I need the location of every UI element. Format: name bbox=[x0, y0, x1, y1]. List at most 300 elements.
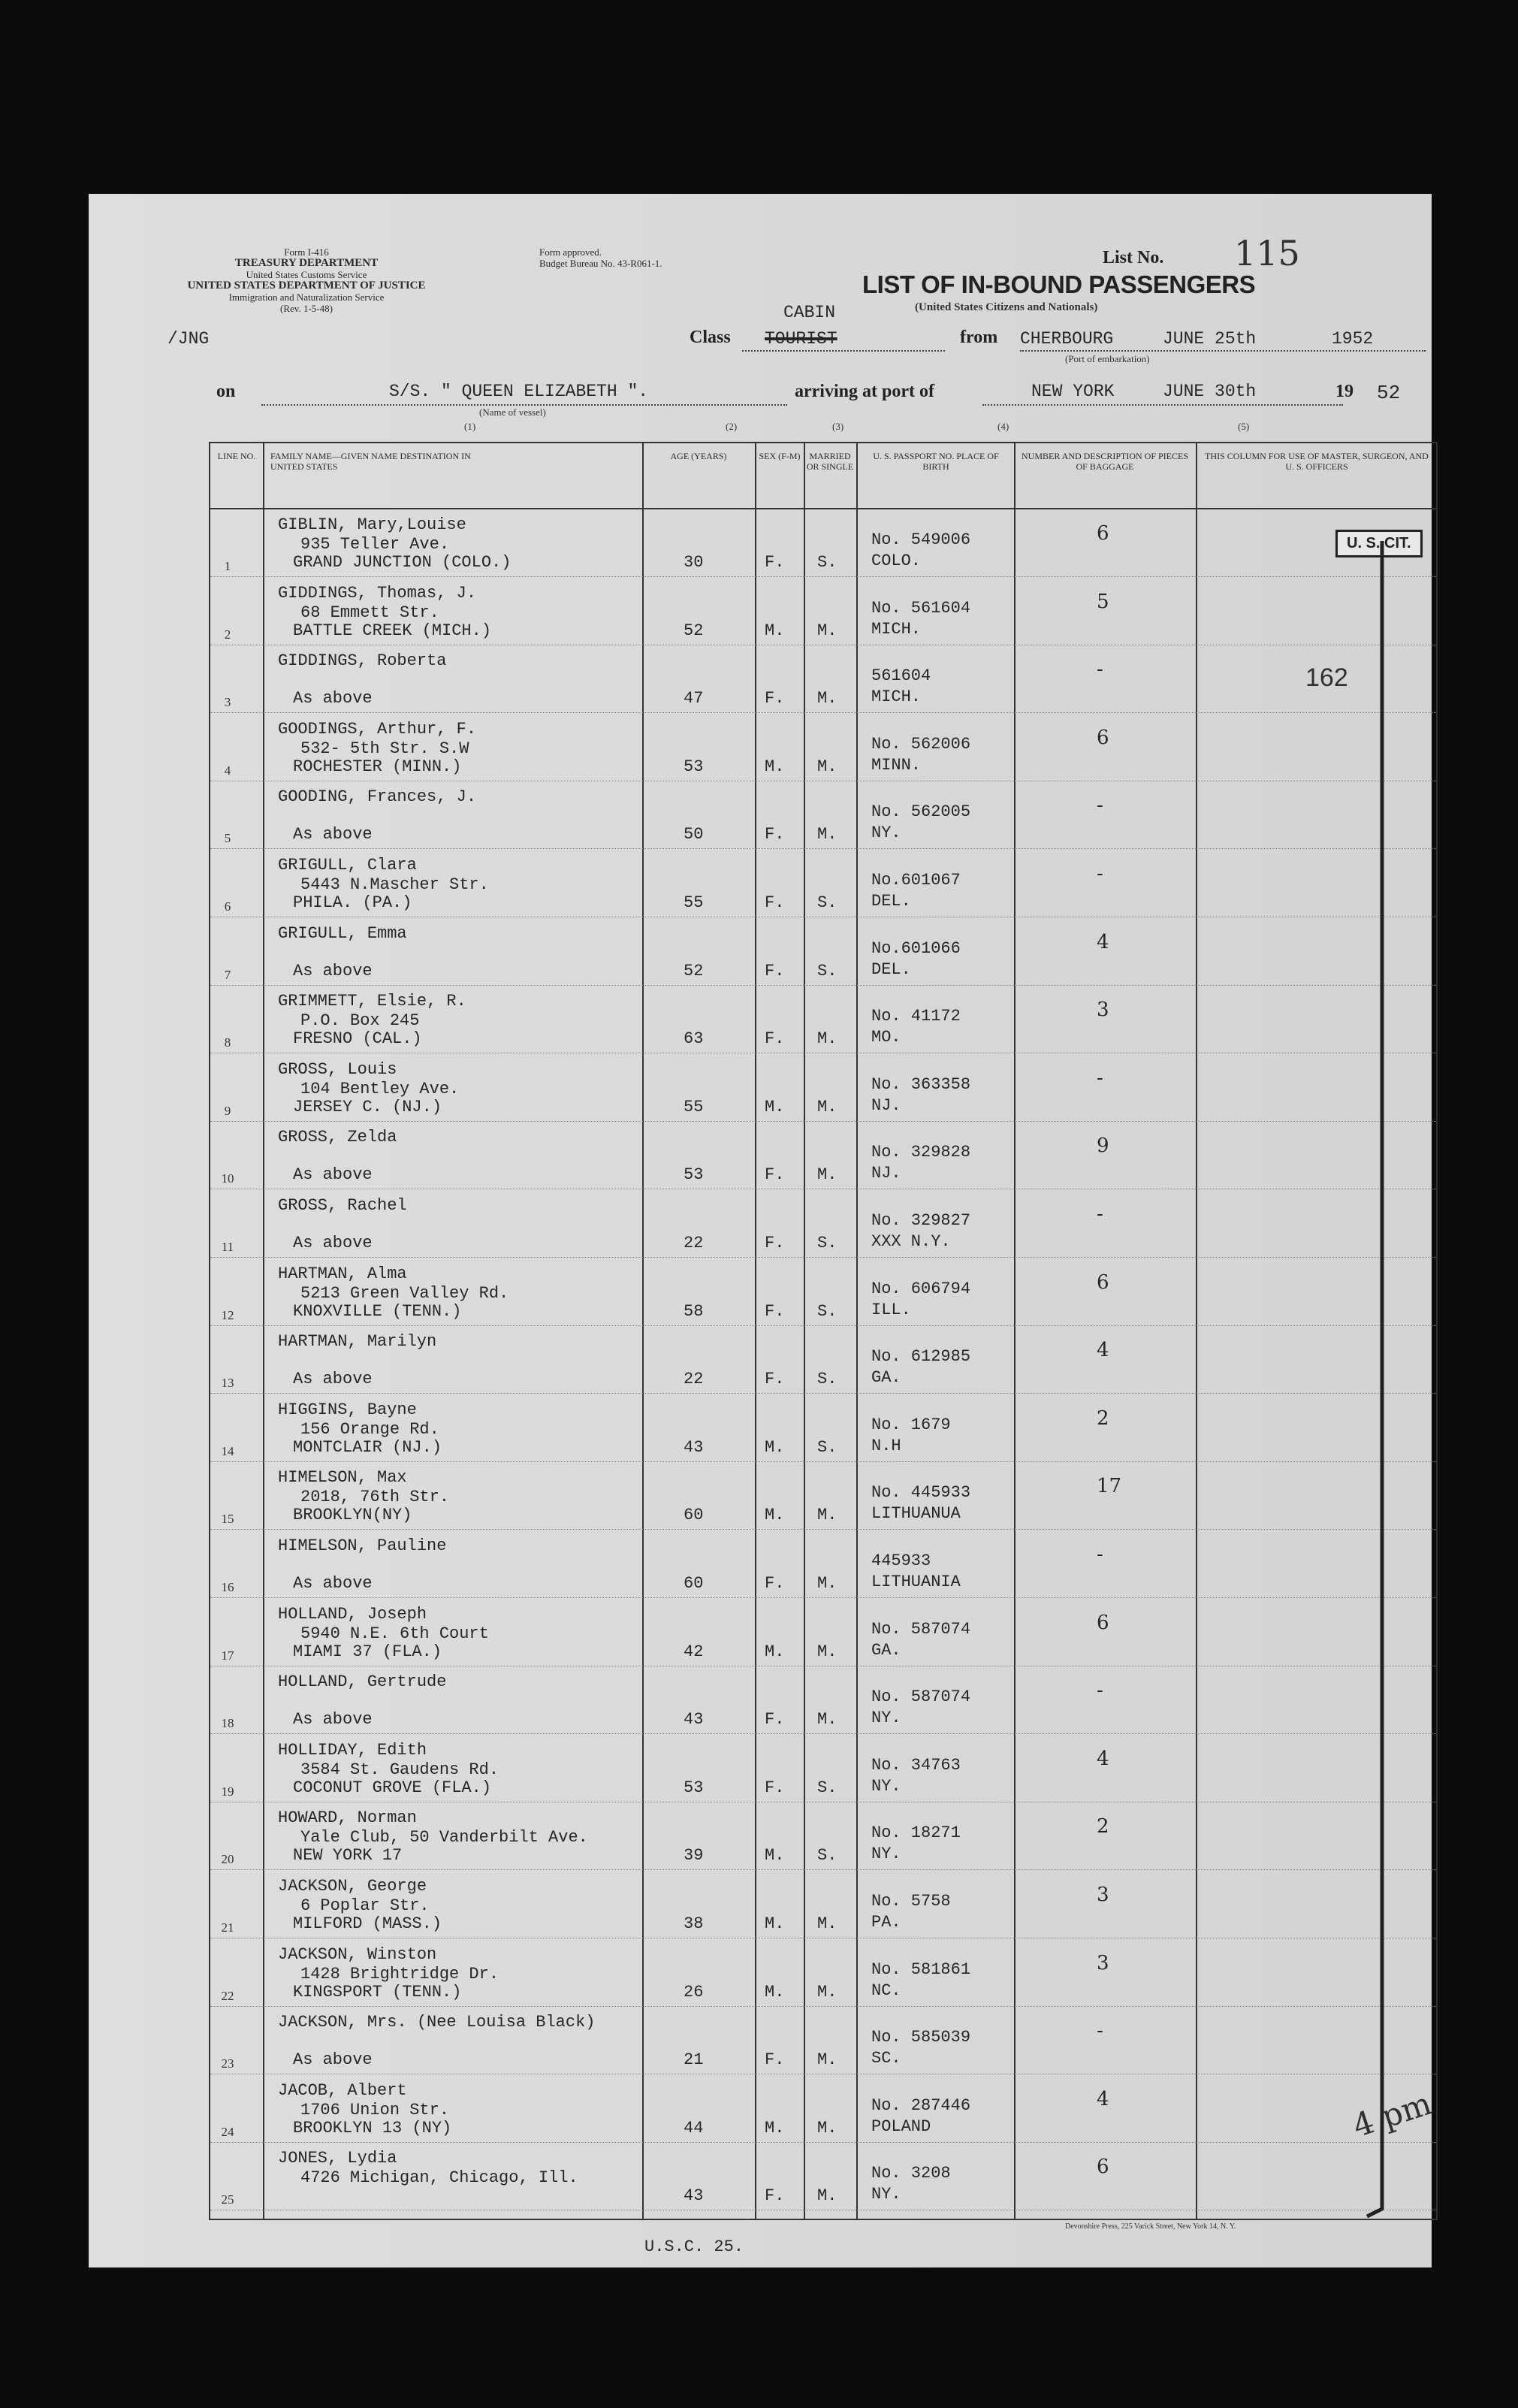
us-citizen-stamp: U. S. CIT. bbox=[1335, 530, 1423, 557]
class-value: CABIN bbox=[783, 303, 836, 322]
passenger-sex: F. bbox=[765, 1370, 785, 1389]
form-number: Form I-416 bbox=[284, 246, 329, 258]
passenger-table bbox=[209, 442, 1438, 2220]
line-number: 20 bbox=[221, 1852, 234, 1867]
initials: /JNG bbox=[167, 329, 210, 349]
passenger-destination: BATTLE CREEK (MICH.) bbox=[293, 621, 492, 640]
line-number: 4 bbox=[224, 763, 231, 778]
place-of-birth: XXX N.Y. bbox=[871, 1232, 951, 1251]
passport-number: No. 287446 bbox=[871, 2095, 971, 2115]
place-of-birth: COLO. bbox=[871, 551, 922, 570]
passenger-marital-status: S. bbox=[817, 1301, 837, 1321]
passenger-age: 53 bbox=[684, 1165, 704, 1185]
signature-mark: 4 pm bbox=[1348, 2084, 1436, 2145]
passenger-sex: F. bbox=[765, 1778, 785, 1797]
passenger-destination: As above bbox=[293, 689, 373, 709]
officer-bracket-mark bbox=[1352, 533, 1412, 2231]
passport-number: No. 18271 bbox=[871, 1823, 961, 1843]
place-of-birth: GA. bbox=[871, 1368, 901, 1388]
passenger-address: 2018, 76th Str. bbox=[300, 1488, 450, 1507]
place-of-birth: NJ. bbox=[871, 1164, 901, 1183]
table-row bbox=[210, 1190, 1436, 1258]
line-number: 8 bbox=[224, 1035, 231, 1050]
passenger-age: 55 bbox=[684, 1097, 704, 1116]
place-of-birth: NY. bbox=[871, 1776, 901, 1796]
place-of-birth: DEL. bbox=[871, 959, 911, 979]
table-row bbox=[210, 645, 1436, 713]
header-line-no: LINE NO. bbox=[217, 451, 256, 461]
col-num-4: (4) bbox=[997, 421, 1009, 432]
passenger-name: HOWARD, Norman bbox=[278, 1808, 417, 1828]
passenger-name: GROSS, Zelda bbox=[278, 1128, 397, 1147]
passenger-marital-status: M. bbox=[817, 1029, 837, 1049]
place-of-birth: MINN. bbox=[871, 755, 922, 775]
passenger-marital-status: S. bbox=[817, 961, 837, 980]
table-row bbox=[210, 850, 1436, 917]
passenger-destination: MONTCLAIR (NJ.) bbox=[293, 1437, 442, 1457]
table-row bbox=[210, 1871, 1436, 1938]
passenger-name: GROSS, Rachel bbox=[278, 1196, 407, 1215]
form-title: LIST OF IN-BOUND PASSENGERS bbox=[862, 270, 1256, 298]
passenger-sex: F. bbox=[765, 689, 785, 709]
table-row bbox=[210, 1666, 1436, 1734]
line-number: 12 bbox=[221, 1307, 234, 1322]
passenger-address: 6 Poplar Str. bbox=[300, 1896, 430, 1915]
arrival-date: JUNE 30th bbox=[1163, 382, 1257, 401]
passport-number: 445933 bbox=[871, 1551, 931, 1570]
passenger-name: HIMELSON, Max bbox=[278, 1468, 407, 1488]
header-passport: U. S. PASSPORT NO. PLACE OF BIRTH bbox=[873, 451, 999, 472]
line-number: 11 bbox=[221, 1240, 234, 1254]
passenger-name: HIMELSON, Pauline bbox=[278, 1536, 447, 1555]
passenger-marital-status: M. bbox=[817, 1914, 837, 1933]
baggage-count: - bbox=[1097, 1679, 1103, 1703]
table-row bbox=[210, 1122, 1436, 1189]
line-number: 5 bbox=[224, 831, 231, 846]
passenger-age: 42 bbox=[684, 1642, 704, 1661]
table-row bbox=[210, 1462, 1436, 1530]
passport-number: No. 581861 bbox=[871, 1959, 971, 1979]
passenger-marital-status: M. bbox=[817, 621, 837, 640]
line-number: 14 bbox=[221, 1443, 234, 1458]
passenger-address: 3584 St. Gaudens Rd. bbox=[300, 1760, 499, 1779]
passenger-address: 5443 N.Mascher Str. bbox=[300, 875, 489, 894]
table-row bbox=[210, 578, 1436, 645]
baggage-count: 4 bbox=[1097, 930, 1109, 953]
place-of-birth: NY. bbox=[871, 1845, 901, 1864]
baggage-count: - bbox=[1097, 1066, 1103, 1089]
baggage-count: 3 bbox=[1097, 1951, 1109, 1974]
baggage-count: 6 bbox=[1097, 1611, 1109, 1634]
printer-credit: Devonshire Press, 225 Varick Street, New York 14, N. Y. bbox=[1065, 2222, 1236, 2231]
passenger-destination: ROCHESTER (MINN.) bbox=[293, 757, 462, 776]
line-number: 9 bbox=[224, 1103, 231, 1118]
passenger-age: 63 bbox=[684, 1029, 704, 1049]
line-number: 7 bbox=[224, 967, 231, 982]
line-number: 22 bbox=[221, 1988, 234, 2003]
baggage-count: 6 bbox=[1097, 2156, 1109, 2179]
passport-number: No. 587074 bbox=[871, 1619, 971, 1639]
passenger-name: GROSS, Louis bbox=[278, 1059, 397, 1079]
table-row bbox=[210, 1394, 1436, 1462]
passenger-address: 532- 5th Str. S.W bbox=[300, 739, 469, 758]
passenger-marital-status: M. bbox=[817, 1574, 837, 1593]
passport-number: No. 562006 bbox=[871, 734, 971, 754]
passenger-address: 5940 N.E. 6th Court bbox=[300, 1624, 489, 1643]
justice-dept: UNITED STATES DEPARTMENT OF JUSTICE bbox=[187, 279, 426, 292]
col-num-3: (3) bbox=[832, 421, 844, 432]
passenger-address: 1706 Union Str. bbox=[300, 2100, 450, 2119]
manifest-sheet bbox=[89, 194, 1436, 2268]
line-number: 13 bbox=[221, 1376, 234, 1391]
passenger-destination: COCONUT GROVE (FLA.) bbox=[293, 1778, 492, 1797]
depart-date: JUNE 25th bbox=[1163, 329, 1257, 349]
passenger-name: GIDDINGS, Roberta bbox=[278, 651, 447, 671]
passenger-marital-status: S. bbox=[817, 1234, 837, 1252]
passenger-sex: F. bbox=[765, 1710, 785, 1730]
passenger-destination: BROOKLYN 13 (NY) bbox=[293, 2118, 452, 2138]
revision-date: (Rev. 1-5-48) bbox=[280, 303, 333, 314]
passenger-sex: F. bbox=[765, 1029, 785, 1049]
passenger-name: HIGGINS, Bayne bbox=[278, 1400, 417, 1419]
line-number: 1 bbox=[224, 559, 231, 573]
passenger-marital-status: S. bbox=[817, 893, 837, 912]
form-id-block bbox=[179, 246, 434, 314]
passport-number: No. 329827 bbox=[871, 1211, 971, 1230]
passport-number: No. 562005 bbox=[871, 802, 971, 822]
passport-number: No. 587074 bbox=[871, 1687, 971, 1707]
list-no-value: 115 bbox=[1234, 233, 1300, 273]
passenger-sex: M. bbox=[765, 2118, 785, 2138]
passenger-sex: M. bbox=[765, 1506, 785, 1525]
table-row bbox=[210, 918, 1436, 986]
place-of-birth: N.H bbox=[871, 1436, 901, 1455]
arriving-label: arriving at port of bbox=[795, 382, 934, 401]
passenger-name: HOLLAND, Gertrude bbox=[278, 1672, 447, 1692]
place-of-birth: MO. bbox=[871, 1028, 901, 1047]
passenger-destination: MILFORD (MASS.) bbox=[293, 1914, 442, 1933]
header-sex: SEX (F-M) bbox=[759, 451, 801, 461]
passenger-marital-status: M. bbox=[817, 1710, 837, 1730]
passenger-age: 52 bbox=[684, 621, 704, 640]
passenger-age: 43 bbox=[684, 1437, 704, 1457]
line-number: 18 bbox=[221, 1716, 234, 1731]
passenger-sex: F. bbox=[765, 825, 785, 844]
passenger-marital-status: M. bbox=[817, 2118, 837, 2138]
passenger-age: 60 bbox=[684, 1506, 704, 1525]
line-number: 21 bbox=[221, 1920, 234, 1935]
baggage-count: 17 bbox=[1097, 1475, 1122, 1498]
depart-year: 1952 bbox=[1332, 329, 1374, 349]
line-number: 2 bbox=[224, 627, 231, 642]
passenger-destination: As above bbox=[293, 2050, 373, 2070]
passenger-destination: As above bbox=[293, 1710, 373, 1730]
passenger-marital-status: M. bbox=[817, 1506, 837, 1525]
form-footer: U.S.C. 25. bbox=[644, 2237, 744, 2256]
passenger-address: 156 Orange Rd. bbox=[300, 1419, 439, 1439]
passenger-age: 50 bbox=[684, 825, 704, 844]
approval-block bbox=[539, 246, 765, 269]
passport-number: No. 561604 bbox=[871, 598, 971, 618]
table-row bbox=[210, 1326, 1436, 1394]
class-struck: TOURIST bbox=[765, 329, 837, 349]
passport-number: No.601067 bbox=[871, 871, 961, 890]
baggage-count: - bbox=[1097, 658, 1103, 681]
line-number: 10 bbox=[221, 1171, 234, 1186]
baggage-count: 6 bbox=[1097, 1270, 1109, 1294]
table-row bbox=[210, 2007, 1436, 2074]
header-baggage: NUMBER AND DESCRIPTION OF PIECES OF BAGGAGE bbox=[1021, 451, 1189, 472]
passenger-destination: FRESNO (CAL.) bbox=[293, 1029, 422, 1049]
passport-number: No. 3208 bbox=[871, 2164, 951, 2183]
passenger-destination: MIAMI 37 (FLA.) bbox=[293, 1642, 442, 1661]
passenger-marital-status: S. bbox=[817, 553, 837, 572]
passenger-address: P.O. Box 245 bbox=[300, 1011, 420, 1031]
baggage-count: - bbox=[1097, 794, 1103, 817]
header-officers: THIS COLUMN FOR USE OF MASTER, SURGEON, AND U. S. OFFICERS bbox=[1205, 451, 1429, 472]
passenger-age: 22 bbox=[684, 1234, 704, 1252]
passenger-name: HARTMAN, Alma bbox=[278, 1264, 407, 1283]
passenger-name: JACOB, Albert bbox=[278, 2080, 407, 2100]
passenger-sex: M. bbox=[765, 621, 785, 640]
passport-number: No. 41172 bbox=[871, 1007, 961, 1026]
passport-number: No. 445933 bbox=[871, 1483, 971, 1503]
baggage-count: 2 bbox=[1097, 1815, 1109, 1838]
passenger-age: 43 bbox=[684, 2186, 704, 2206]
passenger-name: GRIGULL, Emma bbox=[278, 923, 407, 943]
line-number: 17 bbox=[221, 1648, 234, 1663]
baggage-count: - bbox=[1097, 2020, 1103, 2043]
passenger-address: 104 Bentley Ave. bbox=[300, 1079, 460, 1098]
arrival-port: NEW YORK bbox=[1031, 382, 1115, 401]
passenger-marital-status: M. bbox=[817, 689, 837, 709]
passenger-destination: As above bbox=[293, 825, 373, 844]
passport-number: No. 5758 bbox=[871, 1892, 951, 1911]
table-row bbox=[210, 509, 1436, 577]
col-num-2: (2) bbox=[726, 421, 738, 432]
passenger-destination: As above bbox=[293, 1574, 373, 1593]
passenger-marital-status: S. bbox=[817, 1846, 837, 1866]
passenger-sex: F. bbox=[765, 1574, 785, 1593]
passenger-address: 4726 Michigan, Chicago, Ill. bbox=[300, 2168, 578, 2188]
passenger-name: GRIMMETT, Elsie, R. bbox=[278, 992, 466, 1011]
passenger-name: GRIGULL, Clara bbox=[278, 856, 417, 875]
place-of-birth: NY. bbox=[871, 1709, 901, 1728]
header-name: FAMILY NAME—GIVEN NAME DESTINATION IN UNITED STATES bbox=[270, 451, 471, 472]
table-row bbox=[210, 1530, 1436, 1598]
baggage-count: 5 bbox=[1097, 590, 1109, 613]
vessel-name: S/S. " QUEEN ELIZABETH ". bbox=[389, 382, 649, 401]
passenger-marital-status: M. bbox=[817, 1982, 837, 2002]
line-number: 3 bbox=[224, 695, 231, 710]
passenger-destination: KINGSPORT (TENN.) bbox=[293, 1982, 462, 2002]
baggage-count: 3 bbox=[1097, 999, 1109, 1022]
passenger-sex: M. bbox=[765, 757, 785, 776]
passenger-name: JACKSON, Mrs. (Nee Louisa Black) bbox=[278, 2013, 596, 2032]
line-number: 25 bbox=[221, 2192, 234, 2207]
table-row bbox=[210, 1939, 1436, 2007]
list-no-label: List No. bbox=[1103, 248, 1164, 267]
baggage-count: 3 bbox=[1097, 1884, 1109, 1906]
passport-number: 561604 bbox=[871, 666, 931, 686]
passenger-marital-status: S. bbox=[817, 1437, 837, 1457]
class-label: Class bbox=[690, 328, 731, 347]
place-of-birth: SC. bbox=[871, 2049, 901, 2068]
baggage-count: - bbox=[1097, 1543, 1103, 1566]
passenger-marital-status: M. bbox=[817, 1165, 837, 1185]
passenger-destination: As above bbox=[293, 1370, 373, 1389]
line-number: 6 bbox=[224, 899, 231, 914]
passenger-name: GIDDINGS, Thomas, J. bbox=[278, 583, 477, 603]
passenger-destination: NEW YORK 17 bbox=[293, 1846, 403, 1866]
place-of-birth: LITHUANIA bbox=[871, 1573, 961, 1591]
passenger-sex: F. bbox=[765, 961, 785, 980]
passenger-sex: F. bbox=[765, 1301, 785, 1321]
passenger-name: GIBLIN, Mary,Louise bbox=[278, 515, 466, 534]
vessel-caption: (Name of vessel) bbox=[479, 406, 546, 418]
passenger-name: HARTMAN, Marilyn bbox=[278, 1332, 437, 1352]
passenger-age: 53 bbox=[684, 757, 704, 776]
customs-service: United States Customs Service bbox=[246, 269, 367, 280]
passenger-age: 30 bbox=[684, 553, 704, 572]
table-row bbox=[210, 2143, 1436, 2210]
passport-number: No. 363358 bbox=[871, 1074, 971, 1094]
line-number: 23 bbox=[221, 2056, 234, 2071]
passenger-destination: As above bbox=[293, 1165, 373, 1185]
place-of-birth: PA. bbox=[871, 1913, 901, 1932]
line-number: 15 bbox=[221, 1512, 234, 1527]
passenger-age: 38 bbox=[684, 1914, 704, 1933]
passenger-sex: M. bbox=[765, 1914, 785, 1933]
passenger-age: 21 bbox=[684, 2050, 704, 2070]
place-of-birth: NY. bbox=[871, 2185, 901, 2204]
approval-line: Form approved. bbox=[539, 246, 602, 258]
baggage-count: 2 bbox=[1097, 1406, 1109, 1430]
passenger-marital-status: M. bbox=[817, 2050, 837, 2070]
passenger-sex: M. bbox=[765, 1846, 785, 1866]
passenger-address: Yale Club, 50 Vanderbilt Ave. bbox=[300, 1828, 588, 1848]
treasury-dept: TREASURY DEPARTMENT bbox=[234, 257, 379, 269]
passport-number: No. 612985 bbox=[871, 1347, 971, 1367]
passenger-age: 43 bbox=[684, 1710, 704, 1730]
table-row bbox=[210, 1802, 1436, 1870]
passenger-sex: M. bbox=[765, 1642, 785, 1661]
on-label: on bbox=[216, 382, 236, 401]
place-of-birth: MICH. bbox=[871, 619, 922, 639]
passenger-age: 58 bbox=[684, 1301, 704, 1321]
baggage-count: 9 bbox=[1097, 1135, 1109, 1158]
vessel-underline bbox=[261, 404, 787, 406]
passenger-name: JONES, Lydia bbox=[278, 2149, 397, 2168]
passport-number: No. 585039 bbox=[871, 2028, 971, 2047]
passenger-age: 55 bbox=[684, 893, 704, 912]
line-number: 16 bbox=[221, 1580, 234, 1594]
passenger-sex: M. bbox=[765, 1982, 785, 2002]
place-of-birth: DEL. bbox=[871, 892, 911, 911]
passenger-marital-status: M. bbox=[817, 757, 837, 776]
passenger-age: 44 bbox=[684, 2118, 704, 2138]
table-row bbox=[210, 714, 1436, 781]
place-of-birth: GA. bbox=[871, 1640, 901, 1660]
baggage-count: 4 bbox=[1097, 1339, 1109, 1362]
margin-number: 162 bbox=[1305, 663, 1348, 692]
passenger-marital-status: M. bbox=[817, 1097, 837, 1116]
passenger-age: 39 bbox=[684, 1846, 704, 1866]
passport-number: No. 549006 bbox=[871, 530, 971, 549]
passenger-sex: F. bbox=[765, 2186, 785, 2206]
passenger-destination: As above bbox=[293, 961, 373, 980]
arrival-century: 19 bbox=[1335, 382, 1354, 401]
place-of-birth: ILL. bbox=[871, 1300, 911, 1319]
from-underline bbox=[1020, 350, 1426, 352]
passport-number: No.601066 bbox=[871, 938, 961, 958]
passenger-age: 26 bbox=[684, 1982, 704, 2002]
passenger-destination: BROOKLYN(NY) bbox=[293, 1506, 412, 1525]
budget-line: Budget Bureau No. 43-R061-1. bbox=[539, 258, 662, 269]
passenger-address: 68 Emmett Str. bbox=[300, 603, 439, 622]
from-label: from bbox=[960, 328, 998, 347]
passenger-destination: JERSEY C. (NJ.) bbox=[293, 1097, 442, 1116]
place-of-birth: NJ. bbox=[871, 1095, 901, 1115]
passenger-marital-status: M. bbox=[817, 2186, 837, 2206]
passenger-age: 22 bbox=[684, 1370, 704, 1389]
passenger-sex: F. bbox=[765, 893, 785, 912]
baggage-count: 4 bbox=[1097, 2087, 1109, 2110]
passenger-marital-status: S. bbox=[817, 1370, 837, 1389]
header-married: MARRIED OR SINGLE bbox=[806, 451, 854, 472]
passenger-sex: M. bbox=[765, 1437, 785, 1457]
table-row bbox=[210, 1599, 1436, 1666]
col-num-5: (5) bbox=[1238, 421, 1250, 432]
passenger-marital-status: M. bbox=[817, 1642, 837, 1661]
arrival-year: 52 bbox=[1377, 382, 1401, 404]
passenger-age: 52 bbox=[684, 961, 704, 980]
port-underline bbox=[982, 404, 1343, 406]
passenger-sex: F. bbox=[765, 553, 785, 572]
passenger-destination: KNOXVILLE (TENN.) bbox=[293, 1301, 462, 1321]
passenger-name: GOODING, Frances, J. bbox=[278, 787, 477, 807]
place-of-birth: LITHUANUA bbox=[871, 1504, 961, 1524]
from-value: CHERBOURG bbox=[1020, 329, 1114, 349]
baggage-count: - bbox=[1097, 1203, 1103, 1225]
passenger-name: HOLLIDAY, Edith bbox=[278, 1740, 427, 1760]
passenger-name: GOODINGS, Arthur, F. bbox=[278, 719, 477, 739]
from-caption: (Port of embarkation) bbox=[1065, 353, 1150, 364]
baggage-count: - bbox=[1097, 863, 1103, 885]
table-row bbox=[210, 1258, 1436, 1326]
place-of-birth: NC. bbox=[871, 1980, 901, 2000]
passenger-address: 5213 Green Valley Rd. bbox=[300, 1283, 509, 1303]
immigration-service: Immigration and Naturalization Service bbox=[228, 292, 385, 303]
baggage-count: 6 bbox=[1097, 726, 1109, 749]
passenger-address: 935 Teller Ave. bbox=[300, 535, 450, 554]
header-age: AGE (YEARS) bbox=[670, 451, 727, 461]
baggage-count: 4 bbox=[1097, 1747, 1109, 1770]
form-subtitle: (United States Citizens and Nationals) bbox=[915, 301, 1098, 313]
table-row bbox=[210, 1054, 1436, 1122]
passenger-age: 47 bbox=[684, 689, 704, 709]
passenger-destination: GRAND JUNCTION (COLO.) bbox=[293, 553, 512, 572]
col-num-1: (1) bbox=[464, 421, 476, 432]
passenger-sex: F. bbox=[765, 1165, 785, 1185]
passenger-destination: As above bbox=[293, 1234, 373, 1252]
line-number: 19 bbox=[221, 1784, 234, 1799]
table-row bbox=[210, 2075, 1436, 2143]
place-of-birth: MICH. bbox=[871, 687, 922, 707]
table-row bbox=[210, 781, 1436, 849]
passenger-sex: M. bbox=[765, 1097, 785, 1116]
passport-number: No. 34763 bbox=[871, 1755, 961, 1775]
